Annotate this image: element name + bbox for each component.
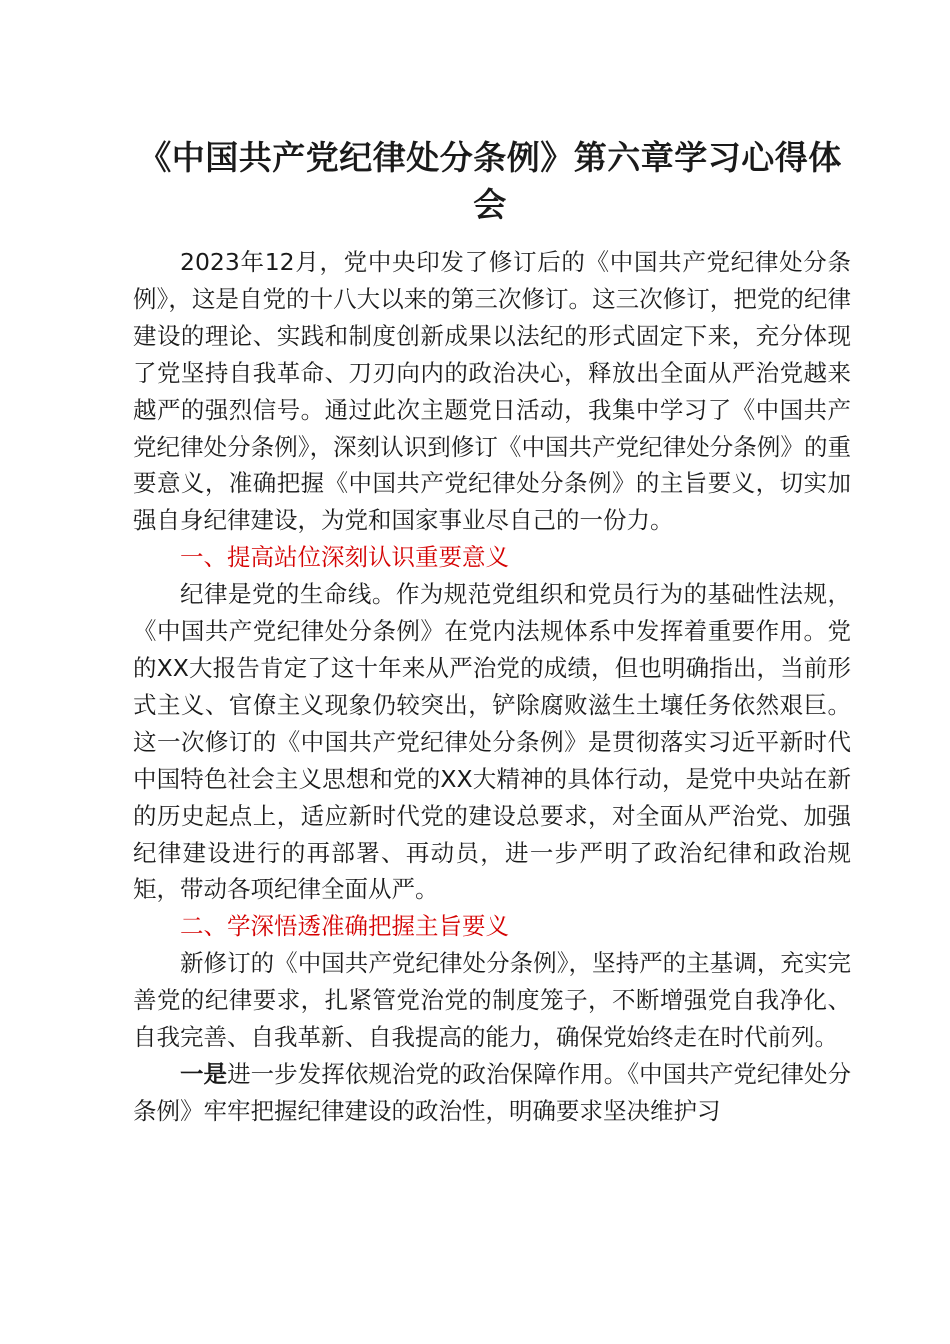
intro-paragraph: 2023年12月，党中央印发了修订后的《中国共产党纪律处分条例》，这是自党的十八大以来的第三次修订。这三次修订，把党的纪律建设的理论、实践和制度创新成果以法纪的形式固定下来，充分体现了党坚持自我革命、刀刃向内的政治决心，释放出全面从严治党越来越严的强烈信号。通过此次主题党日活动，我集中学习了《中国共产党纪律处分条例》，深刻认识到修订《中国共产党纪律处分条例》的重要意义，准确把握《中国共产党纪律处分条例》的主旨要义，切实加强自身纪律建设，为党和国家事业尽自己的一份力。 bbox=[133, 248, 851, 535]
section-2-paragraph: 新修订的《中国共产党纪律处分条例》，坚持严的主基调，充实完善党的纪律要求，扎紧管党治党的制度笼子，不断增强党自我净化、自我完善、自我革新、自我提高的能力，确保党始终走在时代前列。 bbox=[133, 949, 851, 1052]
point-lead: 一是 bbox=[180, 1059, 228, 1088]
section-heading-2: 二、学深悟透准确把握主旨要义 bbox=[180, 912, 509, 941]
document-body bbox=[133, 244, 851, 1130]
point-text: 进一步发挥依规治党的政治保障作用。《中国共产党纪律处分条例》牢牢把握纪律建设的政治性，明确要求坚决维护习 bbox=[133, 1059, 852, 1125]
section-heading-1: 一、提高站位深刻认识重要意义 bbox=[180, 543, 509, 572]
section-2-point-1 bbox=[133, 1056, 851, 1130]
section-1-paragraph: 纪律是党的生命线。作为规范党组织和党员行为的基础性法规，《中国共产党纪律处分条例》在党内法规体系中发挥着重要作用。党的XX大报告肯定了这十年来从严治党的成绩，但也明确指出，当前形式主义、官僚主义现象仍较突出，铲除腐败滋生土壤任务依然艰巨。这一次修订的《中国共产党纪律处分条例》是贯彻落实习近平新时代中国特色社会主义思想和党的XX大精神的具体行动，是党中央站在新的历史起点上，适应新时代党的建设总要求，对全面从严治党、加强纪律建设进行的再部署、再动员，进一步严明了政治纪律和政治规矩，带动各项纪律全面从严。 bbox=[133, 580, 851, 904]
document-title: 《中国共产党纪律处分条例》第六章学习心得体会 bbox=[138, 138, 842, 224]
